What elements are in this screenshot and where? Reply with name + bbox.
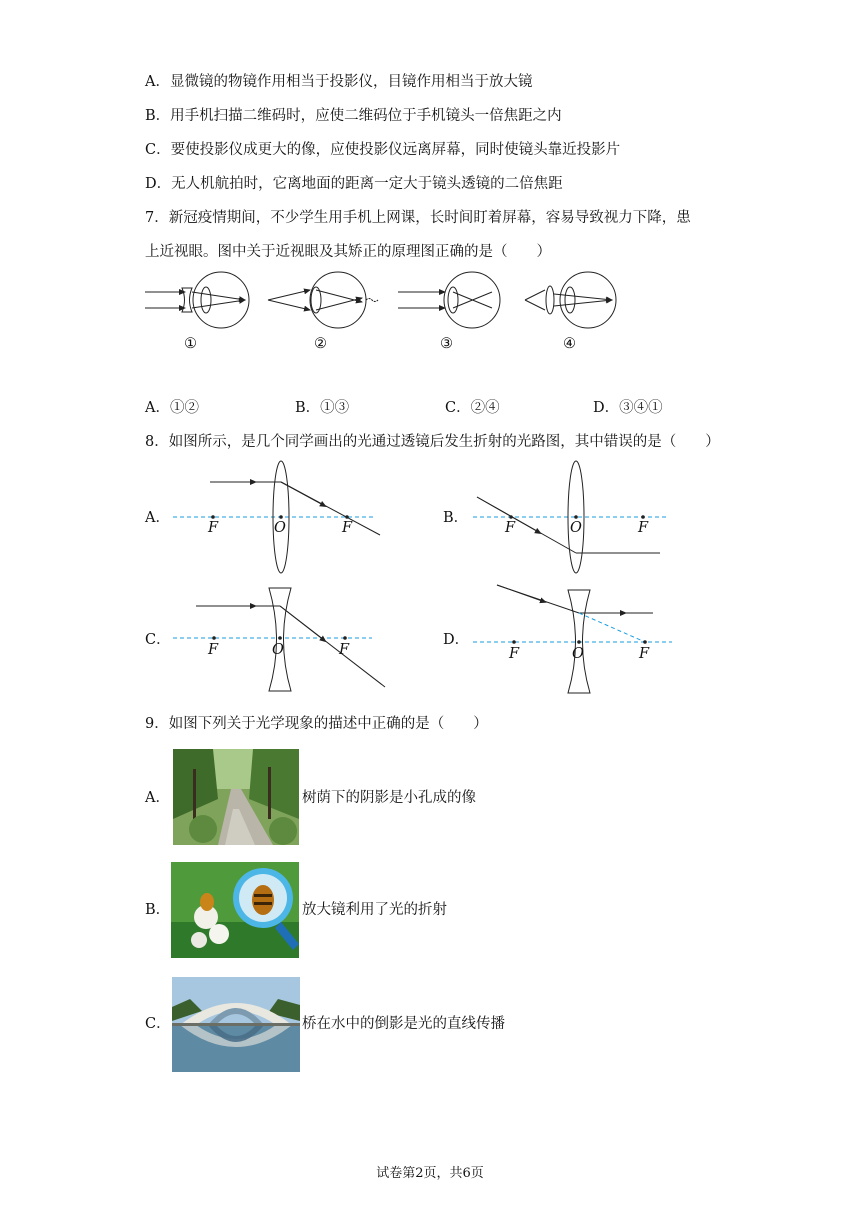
eye-label-3: ③ — [440, 336, 453, 352]
eye-label-2: ② — [314, 336, 327, 352]
center-label: O — [570, 520, 582, 536]
q9-option-a-text: 树荫下的阴影是小孔成的像 — [302, 790, 476, 806]
q8-label-d: D． — [443, 632, 470, 648]
q6-option-a: A．显微镜的物镜作用相当于投影仪，目镜作用相当于放大镜 — [145, 74, 533, 90]
q7-stem-line1: 7．新冠疫情期间，不少学生用手机上网课，长时间盯着屏幕，容易导致视力下降，患 — [145, 210, 691, 226]
q9-option-b-text: 放大镜利用了光的折射 — [302, 902, 447, 918]
focus-label: F — [208, 520, 219, 536]
focus-label: F — [639, 646, 650, 662]
q9-stem: 9．如图下列关于光学现象的描述中正确的是（ ） — [145, 716, 488, 732]
eye-diagram-4 — [525, 272, 616, 328]
eye-label-4: ④ — [563, 336, 576, 352]
q7-option-b: B．①③ — [295, 400, 350, 416]
q7-stem-line2: 上近视眼。图中关于近视眼及其矫正的原理图正确的是（ ） — [145, 244, 551, 260]
q7-eye-diagrams — [140, 268, 630, 358]
q6-option-c: C．要使投影仪成更大的像，应使投影仪远离屏幕，同时使镜头靠近投影片 — [145, 142, 621, 158]
focus-label: F — [339, 642, 350, 658]
q8-stem: 8．如图所示，是几个同学画出的光通过透镜后发生折射的光路图，其中错误的是（ ） — [145, 434, 720, 450]
q8-label-c: C． — [145, 632, 171, 648]
focus-label: F — [509, 646, 520, 662]
page-footer: 试卷第2页，共6页 — [376, 1166, 484, 1181]
eye-diagram-3 — [398, 272, 500, 328]
center-label: O — [274, 520, 286, 536]
center-label: O — [572, 646, 584, 662]
q9-option-a-label: A． — [145, 790, 170, 806]
q7-option-c: C．②④ — [445, 400, 500, 416]
ray-diagram-a — [173, 461, 380, 573]
q8-label-a: A． — [145, 510, 170, 526]
q9-option-c-text: 桥在水中的倒影是光的直线传播 — [302, 1016, 505, 1032]
q6-option-d: D．无人机航拍时，它离地面的距离一定大于镜头透镜的二倍焦距 — [145, 176, 563, 192]
eye-diagram-2 — [268, 272, 378, 328]
q9-option-c-label: C． — [145, 1016, 171, 1032]
ray-diagram-d — [473, 585, 672, 693]
q8-ray-diagrams — [0, 455, 860, 700]
q9-option-b-label: B． — [145, 902, 171, 918]
focus-label: F — [505, 520, 516, 536]
focus-label: F — [638, 520, 649, 536]
eye-label-1: ① — [184, 336, 197, 352]
q7-option-a: A．①② — [145, 400, 199, 416]
q7-option-d: D．③④① — [593, 400, 663, 416]
ray-diagram-b — [473, 461, 667, 573]
center-label: O — [272, 642, 284, 658]
focus-label: F — [342, 520, 353, 536]
q8-label-b: B． — [443, 510, 469, 526]
eye-diagram-1 — [145, 272, 249, 328]
magnifier-bee-photo — [171, 862, 299, 958]
tree-path-photo — [173, 749, 299, 845]
bridge-reflection-photo — [172, 977, 300, 1072]
focus-label: F — [208, 642, 219, 658]
q6-option-b: B．用手机扫描二维码时，应使二维码位于手机镜头一倍焦距之内 — [145, 108, 562, 124]
